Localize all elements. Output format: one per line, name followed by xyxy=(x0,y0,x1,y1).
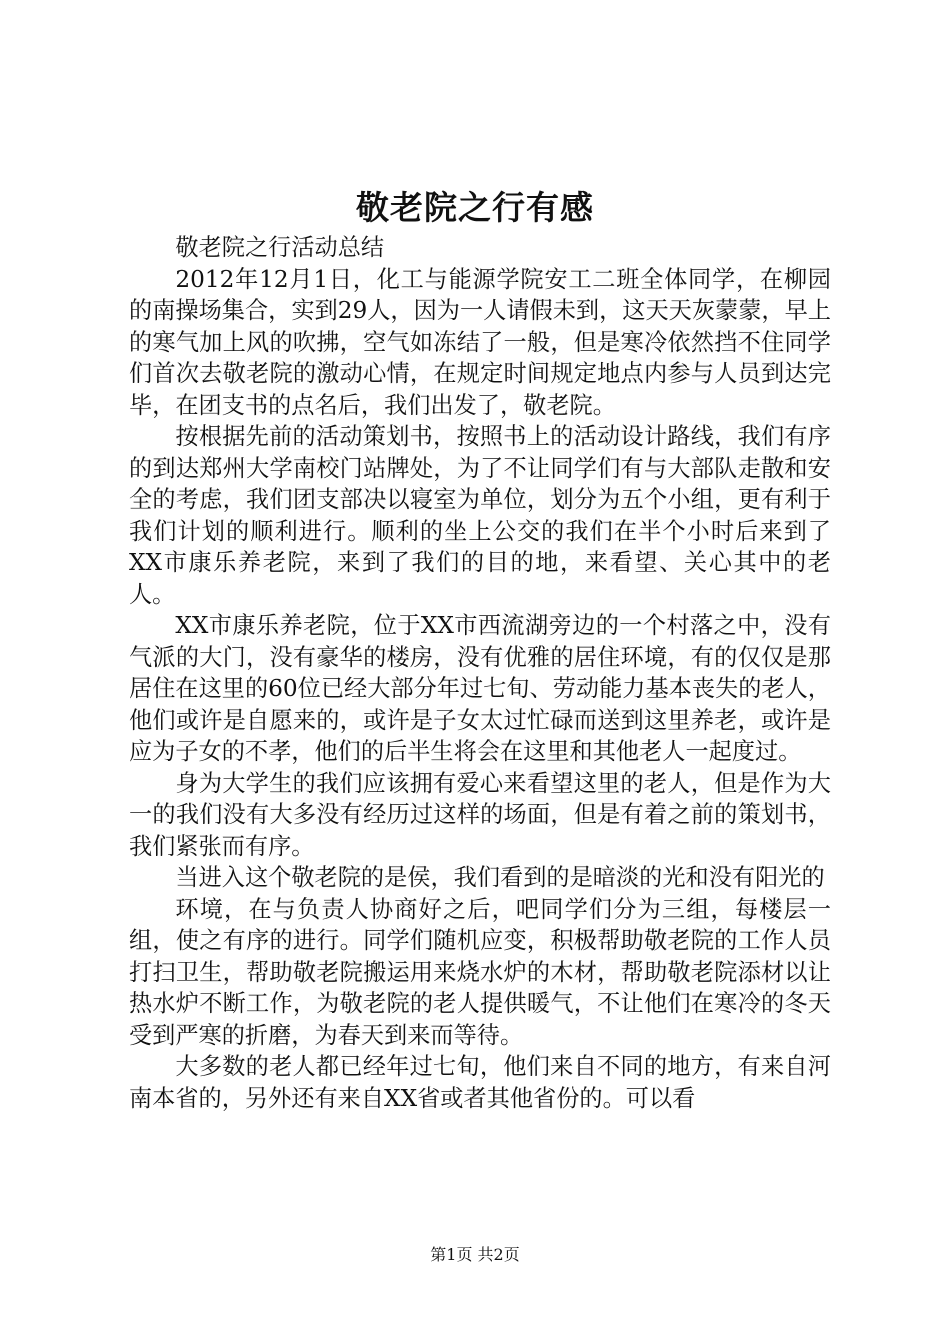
document-title: 敬老院之行有感 xyxy=(356,188,594,227)
page-footer: 第1页 共2页 xyxy=(430,1245,520,1264)
paragraph: 2012年12月1日，化工与能源学院安工二班全体同学，在柳园的南操场集合，实到29人，因为一人请假未到，这天天灰蒙蒙，早上的寒气加上风的吹拂，空气如冻结了一般，但是寒冷依然挡不住同学们首次去敬老院的激动心情，在规定时间规定地点内参与人员到达完毕，在团支书的点名后，我们出发了，敬老院。 xyxy=(129,265,831,419)
paragraph: 当进入这个敬老院的是侯，我们看到的是暗淡的光和没有阳光的 xyxy=(175,864,825,891)
paragraph: 大多数的老人都已经年过七旬，他们来自不同的地方，有来自河南本省的，另外还有来自XX省或者其他省份的。可以看 xyxy=(129,1053,831,1112)
paragraph: 环境，在与负责人协商好之后，吧同学们分为三组，每楼层一组，使之有序的进行。同学们随机应变，积极帮助敬老院的工作人员打扫卫生，帮助敬老院搬运用来烧水炉的木材，帮助敬老院添材以让热水炉不断工作，为敬老院的老人提供暖气，不让他们在寒冷的冬天受到严寒的折磨，为春天到来而等待。 xyxy=(129,895,831,1049)
paragraph-subtitle: 敬老院之行活动总结 xyxy=(175,234,385,261)
paragraph: 按根据先前的活动策划书，按照书上的活动设计路线，我们有序的到达郑州大学南校门站牌处，为了不让同学们有与大部队走散和安全的考虑，我们团支部决以寝室为单位，划分为五个小组，更有利于我们计划的顺利进行。顺利的坐上公交的我们在半个小时后来到了XX市康乐养老院，来到了我们的目的地，来看望、关心其中的老人。 xyxy=(129,423,831,608)
paragraph: XX市康乐养老院，位于XX市西流湖旁边的一个村落之中，没有气派的大门，没有豪华的楼房，没有优雅的居住环境，有的仅仅是那居住在这里的60位已经大部分年过七旬、劳动能力基本丧失的老人，他们或许是自愿来的，或许是子女太过忙碌而送到这里养老，或许是应为子女的不孝，他们的后半生将会在这里和其他老人一起度过。 xyxy=(129,612,831,765)
paragraph: 身为大学生的我们应该拥有爱心来看望这里的老人，但是作为大一的我们没有大多没有经历过这样的场面，但是有着之前的策划书，我们紧张而有序。 xyxy=(129,769,831,860)
document-body xyxy=(129,232,831,1114)
